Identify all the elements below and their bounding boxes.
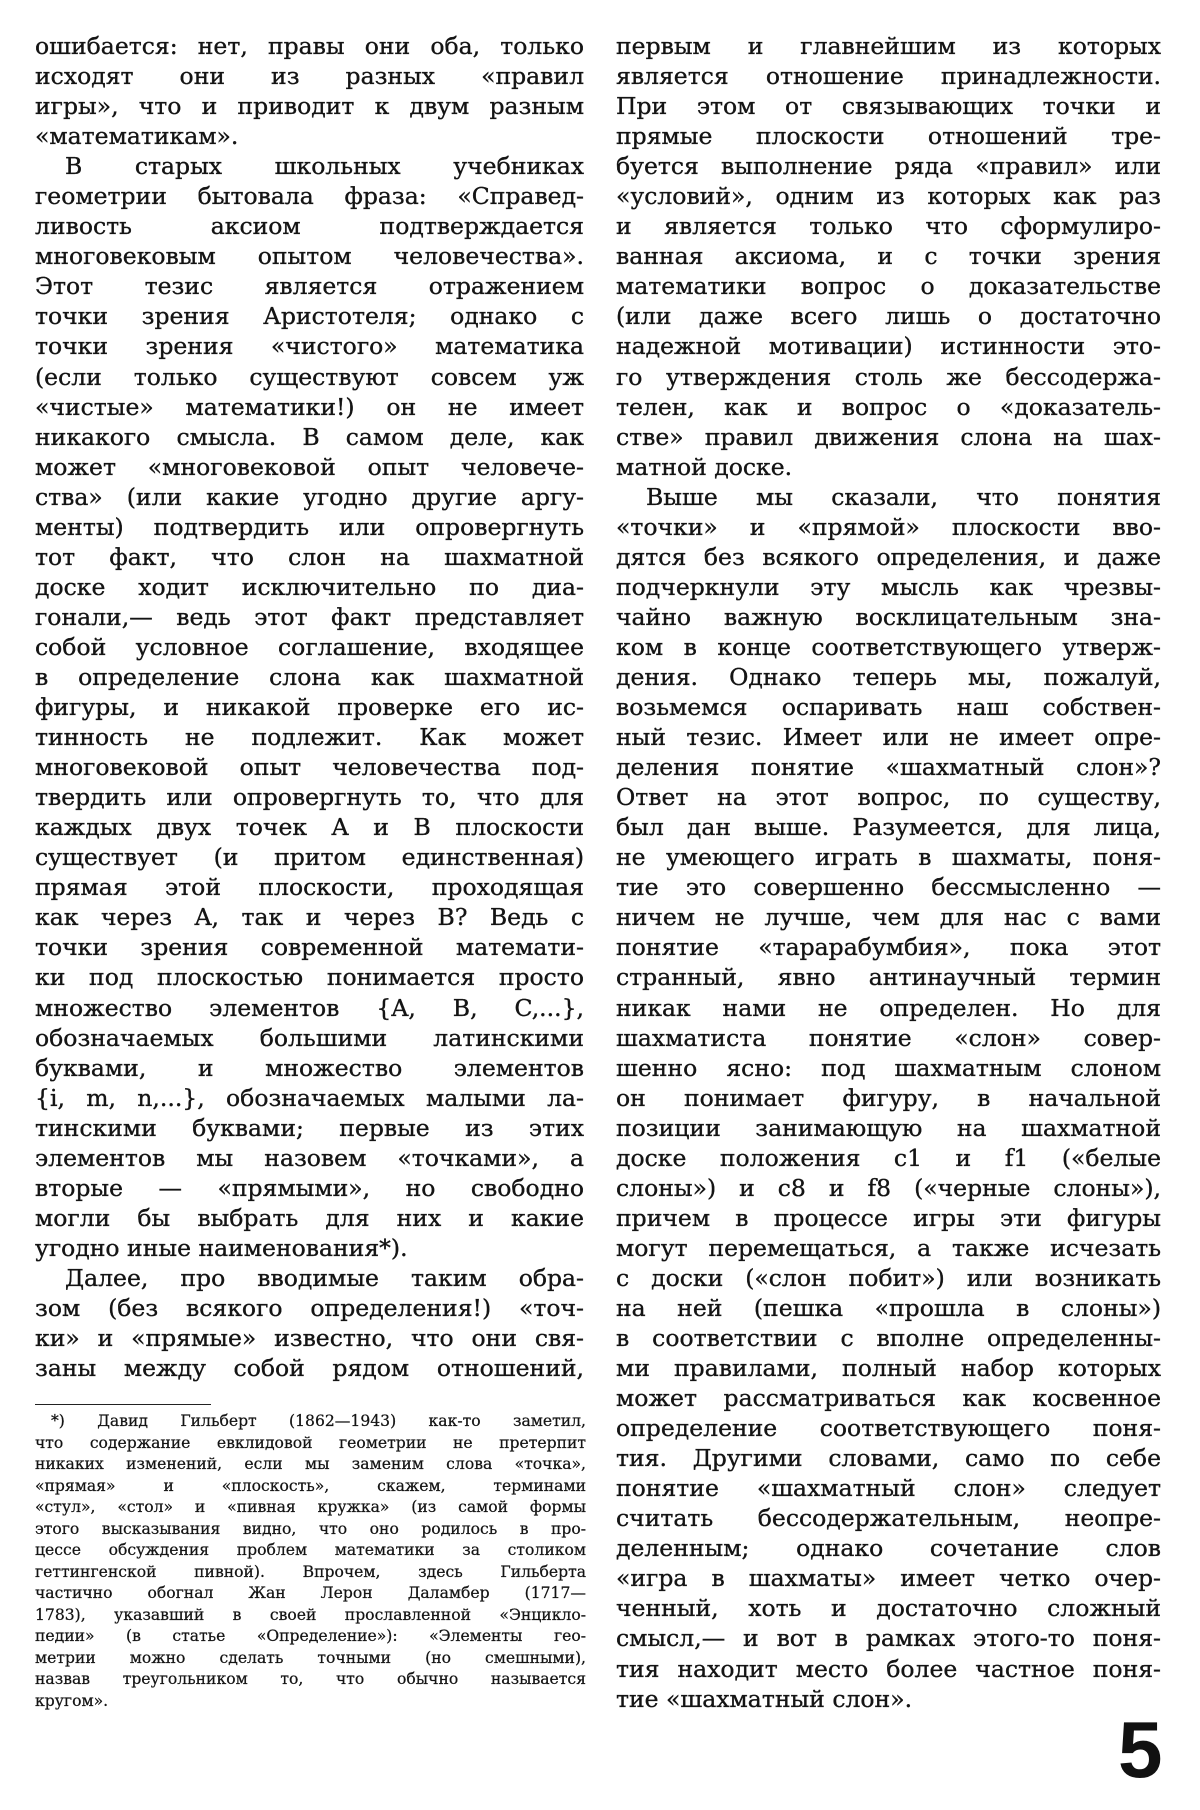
footnote: [35, 1404, 586, 1712]
text-line: ми правилами, полный набор которых: [616, 1354, 1161, 1383]
left-text-column: [35, 31, 584, 1383]
text-line: надежной мотивации) истинности это-: [616, 332, 1161, 361]
text-line: был дан выше. Разумеется, для лица,: [616, 813, 1161, 842]
footnote-separator-rule: [35, 1404, 211, 1405]
paragraph: [35, 1263, 584, 1383]
text-line: элементов мы назовем «точками», а: [35, 1143, 584, 1172]
text-line: «точки» и «прямой» плоскости вво-: [616, 512, 1161, 541]
text-line: геометрии бытовала фраза: «Справед-: [35, 182, 584, 211]
text-line: в соответствии с вполне определенны-: [616, 1324, 1161, 1353]
text-line: вторые — «прямыми», но свободно: [35, 1173, 584, 1202]
footnote-line: назвав треугольником то, что обычно называется: [35, 1670, 586, 1688]
text-line: фигуры, и никакой проверке его ис-: [35, 693, 584, 722]
text-line: каждых двух точек A и B плоскости: [35, 813, 584, 842]
text-line: может рассматриваться как косвенное: [616, 1384, 1161, 1413]
text-line: ошибается: нет, правы они оба, только: [35, 32, 584, 60]
text-line: слоны») и c8 и f8 («черные слоны»),: [616, 1173, 1161, 1202]
text-line: ничем не лучше, чем для нас с вами: [616, 903, 1161, 932]
text-line: доске ходит исключительно по диа-: [35, 572, 584, 601]
footnote-line: «прямая» и «плоскость», скажем, терминами: [35, 1476, 586, 1495]
text-line: ный тезис. Имеет или не имеет опре-: [616, 723, 1161, 752]
footnote-line: педии» (в статье «Определение»): «Элементы гео-: [35, 1627, 586, 1645]
text-line: Этот тезис является отражением: [35, 272, 584, 301]
text-line: смысл,— и вот в рамках этого-то поня-: [616, 1624, 1161, 1653]
text-line: зом (без всякого определения!) «точ-: [35, 1293, 584, 1322]
text-line: как через A, так и через B? Ведь с: [35, 903, 584, 932]
right-text-column: [616, 31, 1161, 1714]
text-line: обозначаемых большими латинскими: [35, 1023, 584, 1052]
text-line: Далее, про вводимые таким обра-: [65, 1263, 584, 1292]
text-line: «чистые» математики!) он не имеет: [35, 392, 584, 421]
text-line: шенно ясно: под шахматным слоном: [616, 1053, 1161, 1082]
text-line: точки зрения современной математи-: [35, 933, 584, 962]
text-line: он понимает фигуру, в начальной: [616, 1083, 1161, 1112]
footnote-line: 1783), указавший в своей прославленной «Энцикло-: [35, 1605, 586, 1624]
text-line: прямые плоскости отношений тре-: [616, 122, 1161, 151]
text-line: многовековым опытом человечества».: [35, 242, 584, 271]
text-line: деленным; однако сочетание слов: [616, 1534, 1161, 1563]
text-line: считать бессодержательным, неопре-: [616, 1504, 1161, 1533]
text-line: стве» правил движения слона на шах-: [616, 422, 1161, 451]
text-line: на ней (пешка «прошла в слоны»): [616, 1293, 1161, 1322]
text-line: доске положения c1 и f1 («белые: [616, 1143, 1161, 1172]
text-line: возьмемся оспаривать наш собствен-: [616, 693, 1161, 722]
text-line: собой условное соглашение, входящее: [35, 632, 584, 661]
footnote-line: никаких изменений, если мы заменим слова «точка»,: [35, 1455, 586, 1473]
footnote-line: что содержание евклидовой геометрии не претерпит: [35, 1433, 586, 1452]
paragraph: [35, 31, 584, 151]
text-line: ванная аксиома, и с точки зрения: [616, 242, 1161, 271]
footnote-line: геттингенской пивной). Впрочем, здесь Гильберта: [35, 1562, 586, 1581]
text-line: менты) подтвердить или опровергнуть: [35, 512, 584, 541]
text-line: тинность не подлежит. Как может: [35, 723, 584, 752]
text-line: го утверждения столь же бессодержа-: [616, 362, 1161, 391]
text-line: могли бы выбрать для них и какие: [35, 1203, 584, 1232]
footnote-line: кругом».: [35, 1691, 109, 1710]
page-number: 5: [1118, 1705, 1163, 1794]
text-line: в определение слона как шахматной: [35, 662, 584, 691]
text-line: с доски («слон побит») или возникать: [616, 1263, 1161, 1292]
text-line: никакого смысла. В самом деле, как: [35, 422, 584, 451]
text-line: не умеющего играть в шахматы, поня-: [616, 843, 1161, 872]
text-line: деления понятие «шахматный слон»?: [616, 753, 1161, 782]
text-line: никак нами не определен. Но для: [616, 993, 1161, 1022]
paragraph: [35, 151, 584, 1263]
text-line: множество элементов {A, B, C,...},: [35, 993, 584, 1022]
text-line: тие это совершенно бессмысленно —: [616, 873, 1161, 902]
text-line: ченный, хоть и достаточно сложный: [616, 1594, 1161, 1623]
footnote-line: *) Давид Гильберт (1862—1943) как-то заметил,: [51, 1412, 586, 1430]
text-line: буквами, и множество элементов: [35, 1053, 584, 1082]
text-line: угодно иные наименования*).: [35, 1233, 408, 1262]
text-line: гонали,— ведь этот факт представляет: [35, 602, 584, 631]
text-line: (или даже всего лишь о достаточно: [616, 302, 1161, 331]
text-line: «математикам».: [35, 122, 239, 151]
text-line: является отношение принадлежности.: [616, 62, 1161, 91]
text-line: позиции занимающую на шахматной: [616, 1113, 1161, 1142]
text-line: ки под плоскостью понимается просто: [35, 963, 584, 992]
text-line: странный, явно антинаучный термин: [616, 963, 1161, 992]
text-line: прямая этой плоскости, проходящая: [35, 873, 584, 902]
text-line: тот факт, что слон на шахматной: [35, 542, 584, 571]
text-line: понятие «тарарабумбия», пока этот: [616, 933, 1161, 962]
text-line: существует (и притом единственная): [35, 843, 584, 872]
text-line: твердить или опровергнуть то, что для: [35, 783, 584, 812]
text-line: ком в конце соответствующего утверж-: [616, 632, 1161, 661]
text-line: ливость аксиом подтверждается: [35, 212, 584, 241]
text-line: ки» и «прямые» известно, что они свя-: [35, 1324, 584, 1353]
text-line: {i, m, n,...}, обозначаемых малыми ла-: [35, 1083, 584, 1112]
footnote-line: метрии можно сделать точными (но смешными),: [35, 1648, 586, 1667]
text-line: математики вопрос о доказательстве: [616, 272, 1161, 301]
footnote-line: «стул», «стол» и «пивная кружка» (из самой формы: [35, 1498, 586, 1516]
text-line: точки зрения Аристотеля; однако с: [35, 302, 584, 331]
text-line: многовековой опыт человечества под-: [35, 753, 584, 782]
text-line: определение соответствующего поня-: [616, 1414, 1161, 1443]
text-line: игры», что и приводит к двум разным: [35, 92, 584, 121]
text-line: точки зрения «чистого» математика: [35, 332, 584, 361]
text-line: могут перемещаться, а также исчезать: [616, 1233, 1161, 1262]
text-line: Выше мы сказали, что понятия: [646, 482, 1161, 511]
text-line: матной доске.: [616, 452, 793, 481]
text-line: При этом от связывающих точки и: [616, 92, 1161, 121]
text-line: первым и главнейшим из которых: [616, 32, 1161, 60]
text-line: понятие «шахматный слон» следует: [616, 1474, 1161, 1503]
text-line: тия. Другими словами, само по себе: [616, 1444, 1161, 1473]
text-line: В старых школьных учебниках: [65, 152, 584, 181]
text-line: «игра в шахматы» имеет четко очер-: [616, 1564, 1161, 1593]
text-line: дения. Однако теперь мы, пожалуй,: [616, 662, 1161, 691]
text-line: ства» (или какие угодно другие аргу-: [35, 482, 584, 511]
text-line: тия находит место более частное поня-: [616, 1654, 1161, 1683]
text-line: «условий», одним из которых как раз: [616, 182, 1161, 211]
footnote-text: [35, 1411, 586, 1712]
text-line: исходят они из разных «правил: [35, 62, 584, 91]
text-line: (если только существуют совсем уж: [35, 362, 584, 391]
paragraph: [616, 482, 1161, 1714]
text-line: Ответ на этот вопрос, по существу,: [616, 783, 1161, 812]
text-line: чайно важную восклицательным зна-: [616, 602, 1161, 631]
text-line: может «многовековой опыт человече-: [35, 452, 584, 481]
footnote-line: этого высказывания видно, что оно родилось в про-: [35, 1519, 586, 1538]
text-line: тинскими буквами; первые из этих: [35, 1113, 584, 1142]
text-line: причем в процессе игры эти фигуры: [616, 1203, 1161, 1232]
text-line: заны между собой рядом отношений,: [35, 1354, 584, 1383]
text-line: тие «шахматный слон».: [616, 1684, 913, 1713]
text-line: и является только что сформулиро-: [616, 212, 1161, 241]
text-line: дятся без всякого определения, и даже: [616, 542, 1161, 571]
text-line: подчеркнули эту мысль как чрезвы-: [616, 572, 1161, 601]
text-line: телен, как и вопрос о «доказатель-: [616, 392, 1161, 421]
text-line: шахматиста понятие «слон» совер-: [616, 1023, 1161, 1052]
paragraph: [616, 31, 1161, 482]
footnote-line: частично обогнал Жан Лерон Даламбер (1717—: [35, 1584, 586, 1602]
text-line: буется выполнение ряда «правил» или: [616, 152, 1161, 181]
footnote-line: цессе обсуждения проблем математики за столиком: [35, 1541, 586, 1559]
